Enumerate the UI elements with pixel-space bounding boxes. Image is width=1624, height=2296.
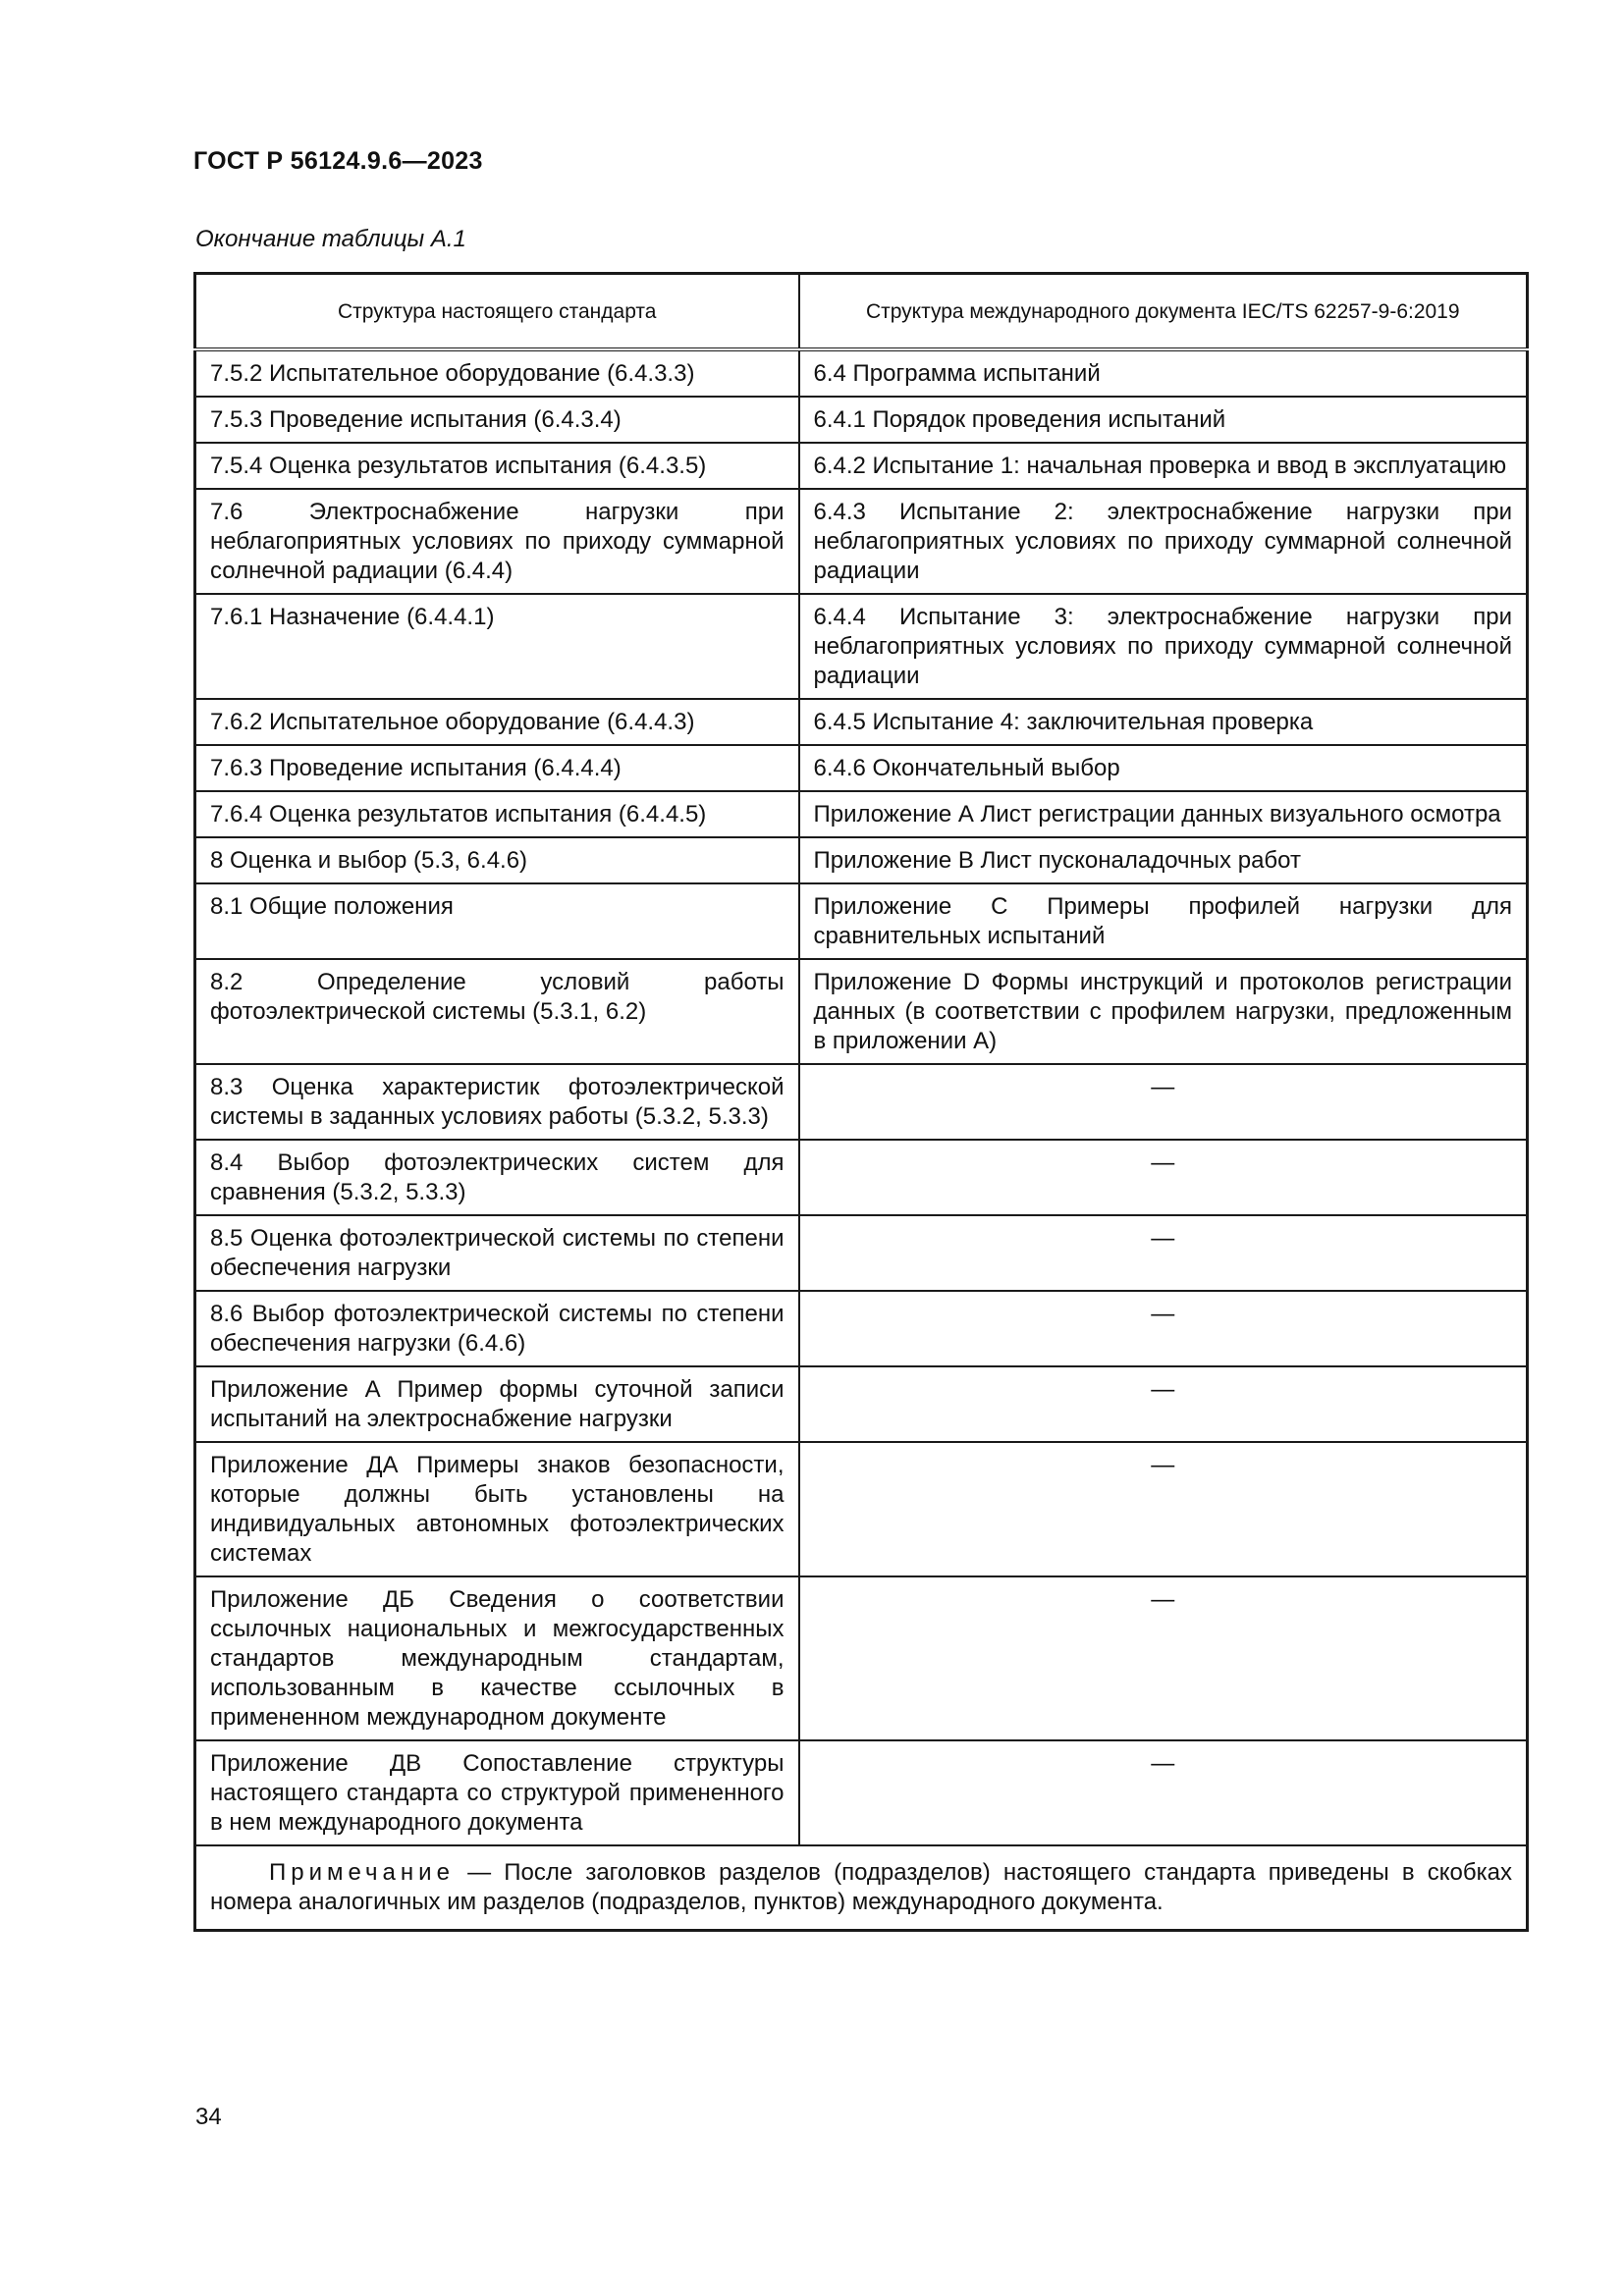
cell-this-standard: 8.5 Оценка фотоэлектрической системы по степени обеспечения нагрузки xyxy=(195,1215,799,1291)
table-row xyxy=(195,489,1528,594)
table-row xyxy=(195,397,1528,443)
table-row xyxy=(195,349,1528,397)
table-header xyxy=(195,274,1528,350)
cell-this-standard: 7.6.4 Оценка результатов испытания (6.4.4.5) xyxy=(195,791,799,837)
page-number: 34 xyxy=(195,2104,222,2130)
cell-international-document: — xyxy=(799,1442,1528,1576)
cell-this-standard: Приложение ДБ Сведения о соответствии ссылочных национальных и межгосударственных стандартов международным стандартам, использованным в качестве ссылочных в примененном международном документе xyxy=(195,1576,799,1740)
cell-this-standard: 7.5.3 Проведение испытания (6.4.3.4) xyxy=(195,397,799,443)
cell-international-document: 6.4.2 Испытание 1: начальная проверка и ввод в эксплуатацию xyxy=(799,443,1528,489)
table-row xyxy=(195,443,1528,489)
table-row xyxy=(195,883,1528,959)
cell-this-standard: Приложение А Пример формы суточной записи испытаний на электроснабжение нагрузки xyxy=(195,1366,799,1442)
table-row xyxy=(195,1291,1528,1366)
table-row xyxy=(195,1442,1528,1576)
cell-this-standard: 7.6.1 Назначение (6.4.4.1) xyxy=(195,594,799,699)
cell-international-document: Приложение С Примеры профилей нагрузки для сравнительных испытаний xyxy=(799,883,1528,959)
table-row xyxy=(195,1576,1528,1740)
cell-international-document: — xyxy=(799,1576,1528,1740)
table-row xyxy=(195,1366,1528,1442)
table-row xyxy=(195,594,1528,699)
table-row xyxy=(195,1215,1528,1291)
cell-international-document: — xyxy=(799,1215,1528,1291)
cell-international-document: — xyxy=(799,1366,1528,1442)
cell-international-document: 6.4.4 Испытание 3: электроснабжение нагрузки при неблагоприятных условиях по приходу суммарной солнечной радиации xyxy=(799,594,1528,699)
table-row xyxy=(195,1064,1528,1140)
cell-this-standard: 7.6.2 Испытательное оборудование (6.4.4.3) xyxy=(195,699,799,745)
table-row xyxy=(195,1140,1528,1215)
cell-international-document: — xyxy=(799,1740,1528,1845)
cell-international-document: 6.4.5 Испытание 4: заключительная проверка xyxy=(799,699,1528,745)
table-row xyxy=(195,1740,1528,1845)
cell-this-standard: 8.3 Оценка характеристик фотоэлектрической системы в заданных условиях работы (5.3.2, 5.3.3) xyxy=(195,1064,799,1140)
cell-this-standard: 7.6 Электроснабжение нагрузки при неблагоприятных условиях по приходу суммарной солнечной радиации (6.4.4) xyxy=(195,489,799,594)
cell-international-document: 6.4.1 Порядок проведения испытаний xyxy=(799,397,1528,443)
structure-comparison-table-wrapper xyxy=(193,272,1526,1932)
cell-this-standard: 7.6.3 Проведение испытания (6.4.4.4) xyxy=(195,745,799,791)
table-footer xyxy=(195,1845,1528,1931)
cell-international-document: Приложение А Лист регистрации данных визуального осмотра xyxy=(799,791,1528,837)
cell-this-standard: Приложение ДА Примеры знаков безопасности, которые должны быть установлены на индивидуальных автономных фотоэлектрических системах xyxy=(195,1442,799,1576)
note-text: — После заголовков разделов (подразделов) настоящего стандарта приведены в скобках номера аналогичных им разделов (подразделов, пунктов) международного документа. xyxy=(210,1859,1512,1915)
cell-international-document: — xyxy=(799,1064,1528,1140)
cell-this-standard: 7.5.2 Испытательное оборудование (6.4.3.3) xyxy=(195,349,799,397)
cell-this-standard: 8.6 Выбор фотоэлектрической системы по степени обеспечения нагрузки (6.4.6) xyxy=(195,1291,799,1366)
cell-international-document: — xyxy=(799,1140,1528,1215)
cell-international-document: 6.4.3 Испытание 2: электроснабжение нагрузки при неблагоприятных условиях по приходу суммарной солнечной радиации xyxy=(799,489,1528,594)
table-caption: Окончание таблицы А.1 xyxy=(195,226,466,252)
header-international-document: Структура международного документа IEC/TS 62257-9-6:2019 xyxy=(799,274,1528,350)
cell-this-standard: 8.2 Определение условий работы фотоэлектрической системы (5.3.1, 6.2) xyxy=(195,959,799,1064)
table-row xyxy=(195,959,1528,1064)
cell-this-standard: 8.1 Общие положения xyxy=(195,883,799,959)
table-body xyxy=(195,349,1528,1845)
cell-international-document: 6.4.6 Окончательный выбор xyxy=(799,745,1528,791)
table-row xyxy=(195,791,1528,837)
cell-this-standard: 8.4 Выбор фотоэлектрических систем для сравнения (5.3.2, 5.3.3) xyxy=(195,1140,799,1215)
structure-comparison-table xyxy=(193,272,1529,1932)
cell-this-standard: 7.5.4 Оценка результатов испытания (6.4.3.5) xyxy=(195,443,799,489)
header-this-standard: Структура настоящего стандарта xyxy=(195,274,799,350)
cell-this-standard: 8 Оценка и выбор (5.3, 6.4.6) xyxy=(195,837,799,883)
cell-international-document: — xyxy=(799,1291,1528,1366)
table-header-row xyxy=(195,274,1528,350)
cell-international-document: Приложение В Лист пусконаладочных работ xyxy=(799,837,1528,883)
table-row xyxy=(195,745,1528,791)
note-label: Примечание xyxy=(269,1859,455,1886)
table-note-row xyxy=(195,1845,1528,1931)
cell-this-standard: Приложение ДВ Сопоставление структуры настоящего стандарта со структурой примененного в нем международного документа xyxy=(195,1740,799,1845)
table-note xyxy=(195,1845,1528,1931)
document-standard-id: ГОСТ Р 56124.9.6—2023 xyxy=(193,147,483,175)
cell-international-document: Приложение D Формы инструкций и протоколов регистрации данных (в соответствии с профилем нагрузки, предложенным в приложении А) xyxy=(799,959,1528,1064)
table-row xyxy=(195,837,1528,883)
table-row xyxy=(195,699,1528,745)
cell-international-document: 6.4 Программа испытаний xyxy=(799,349,1528,397)
